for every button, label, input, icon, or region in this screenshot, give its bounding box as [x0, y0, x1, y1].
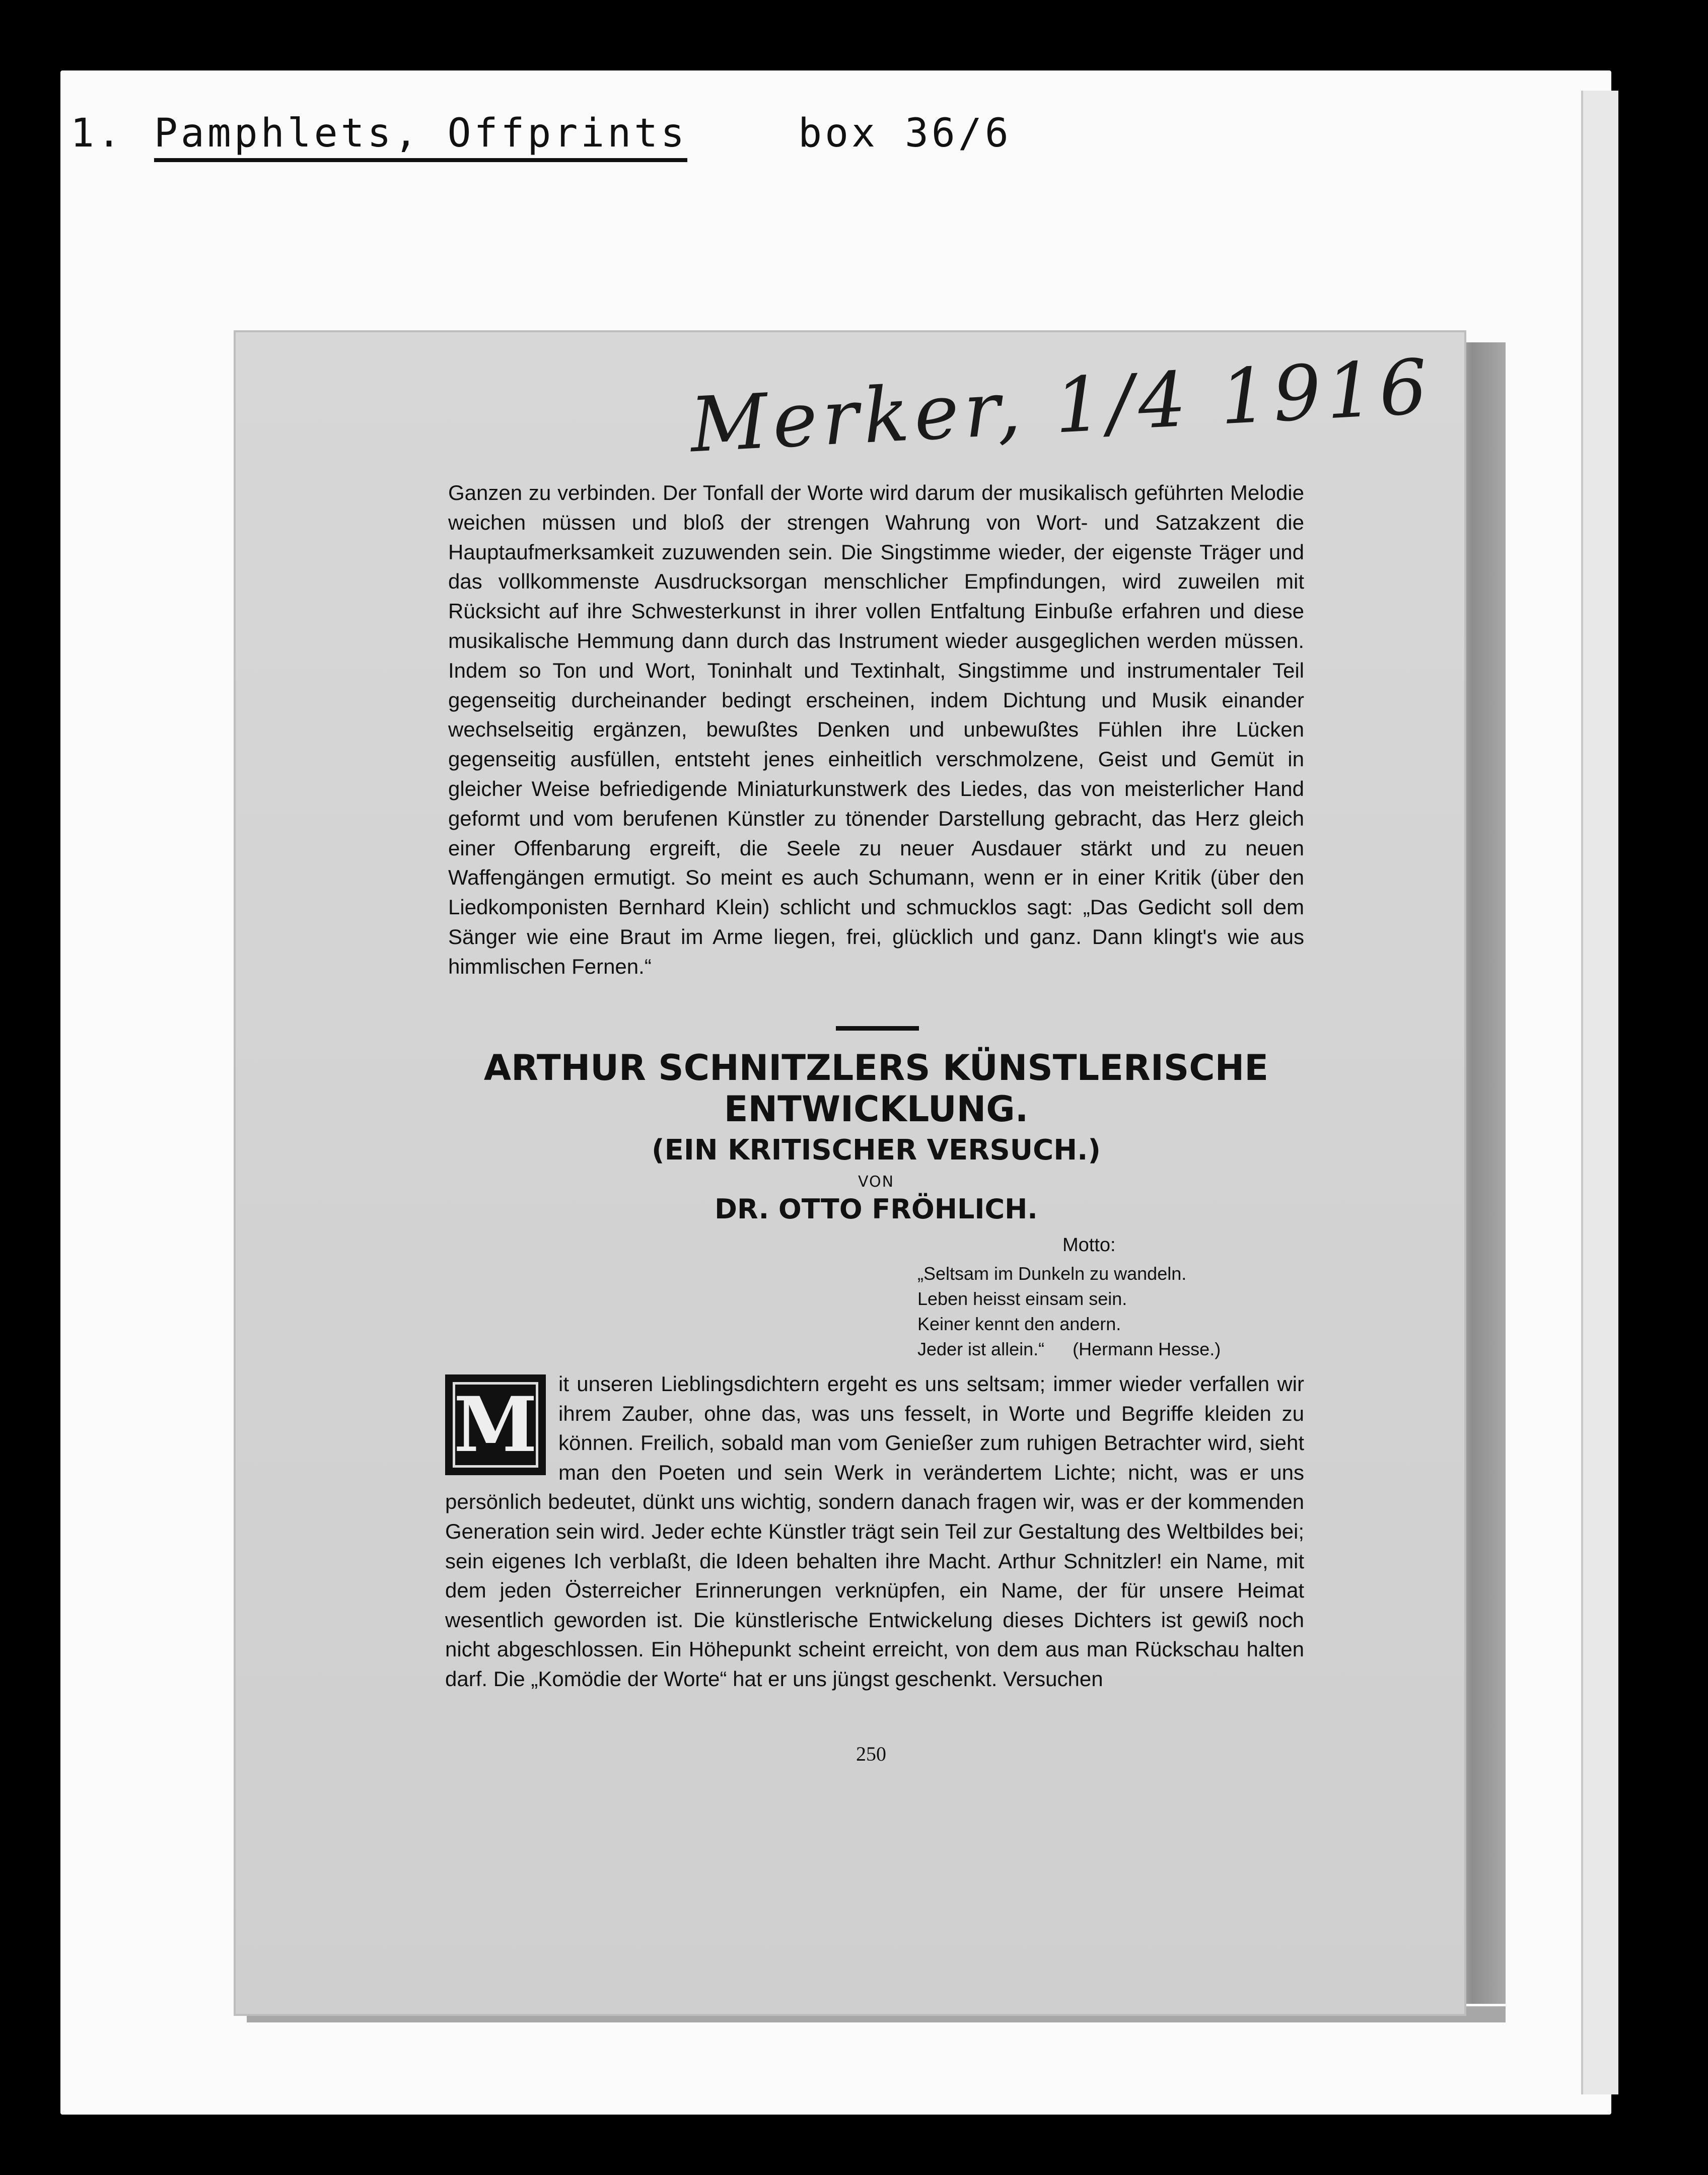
card-index: 1. [70, 111, 124, 156]
motto-line-4 [917, 1337, 1221, 1362]
motto-line-1: „Seltsam im Dunkeln zu wandeln. [917, 1263, 1187, 1284]
motto-label: Motto: [1062, 1235, 1116, 1256]
byline-von: VON [858, 1173, 895, 1191]
card-edge [1581, 91, 1618, 2094]
page-number: 250 [856, 1743, 886, 1765]
body-paragraph: it unseren Lieblingsdichtern ergeht es uns seltsam; immer wieder verfallen wir ihrem Zauber, ohne das, was uns fesselt, in Worte und Begriffe kleiden zu können. Freilich, sobald man vom Genießer zum ruhigen Betrachter wird, sieht man den Poeten und sein Werk in verändertem Lichte; nicht, was er uns persönlich bedeutet, dünkt uns wichtig, sondern danach fragen wir, was er der kommenden Generation sein wird. Jeder echte Künstler trägt sein Teil zur Gestaltung des Weltbildes bei; sein eigenes Ich verblaßt, die Ideen behalten ihre Macht. Arthur Schnitzler! ein Name, mit dem jeden Österreicher Erinnerungen verknüpfen, ein Name, der für unsere Heimat wesentlich geworden ist. Die künstlerische Entwickelung dieses Dichters ist gewiß noch nicht abgeschlossen. Ein Höhepunkt scheint erreicht, von dem aus man Rückschau halten darf. Die „Komödie der Worte“ hat er uns jüngst geschenkt. Versuchen [445, 1372, 1304, 1691]
title-line-1: ARTHUR SCHNITZLERS KÜNSTLERISCHE [483, 1047, 1269, 1089]
drop-cap-letter: M [453, 1381, 538, 1469]
article-author: DR. OTTO FRÖHLICH. [715, 1193, 1038, 1225]
motto-source: (Hermann Hesse.) [1073, 1339, 1221, 1359]
motto-line-2: Leben heisst einsam sein. [917, 1288, 1127, 1309]
title-line-2: ENTWICKLUNG. [724, 1089, 1029, 1130]
section-rule [836, 1026, 919, 1031]
article-subtitle: (EIN KRITISCHER VERSUCH.) [652, 1134, 1101, 1167]
motto-line-4-text: Jeder ist allein.“ [917, 1339, 1045, 1359]
card-category: Pamphlets, Offprints [154, 111, 687, 162]
handwritten-annotation: Merker, 1/4 1916 [688, 343, 1435, 470]
motto-line-3: Keiner kennt den andern. [917, 1314, 1121, 1334]
intro-paragraph: Ganzen zu verbinden. Der Tonfall der Worte wird darum der musikalisch geführten Melodie weichen müssen und bloß der strengen Wahrung von Wort- und Satzakzent die Hauptaufmerksamkeit zuzuwenden sein. Die Singstimme wieder, der eigenste Träger und das vollkommenste Ausdrucksorgan menschlicher Empfindungen, wird zuweilen mit Rücksicht auf ihre Schwesterkunst in ihrer vollen Entfaltung Einbuße erfahren und diese musikalische Hemmung dann durch das Instrument wieder ausgeglichen werden müssen. Indem so Ton und Wort, Toninhalt und Textinhalt, Singstimme und instrumentaler Teil gegenseitig durcheinander bedingt erscheinen, indem Dichtung und Musik einander wechselseitig ergänzen, bewußtes Denken und unbewußtes Fühlen ihre Lücken gegenseitig ausfüllen, entsteht jenes einheitlich verschmolzene, Geist und Gemüt in gleicher Weise befriedigende Miniaturkunstwerk des Liedes, das von meisterlicher Hand geformt und vom berufenen Künstler zu tönender Darstellung gebracht, das Herz gleich einer Offenbarung ergreift, die Seele zu neuer Ausdauer stärkt und zu neuen Waffengängen ermutigt. So meint es auch Schumann, wenn er in einer Kritik (über den Liedkomponisten Bernhard Klein) schlicht und schmucklos sagt: „Das Gedicht soll dem Sänger wie eine Braut im Arme liegen, frei, glücklich und ganz. Dann klingt's wie aus himmlischen Fernen.“ [448, 481, 1304, 978]
motto-quote [917, 1261, 1221, 1362]
card-header [70, 111, 1012, 156]
card-box-label: box 36/6 [798, 111, 1012, 156]
article-title [423, 1047, 1329, 1130]
drop-cap [445, 1374, 546, 1475]
body-paragraph-container [445, 1369, 1304, 1694]
